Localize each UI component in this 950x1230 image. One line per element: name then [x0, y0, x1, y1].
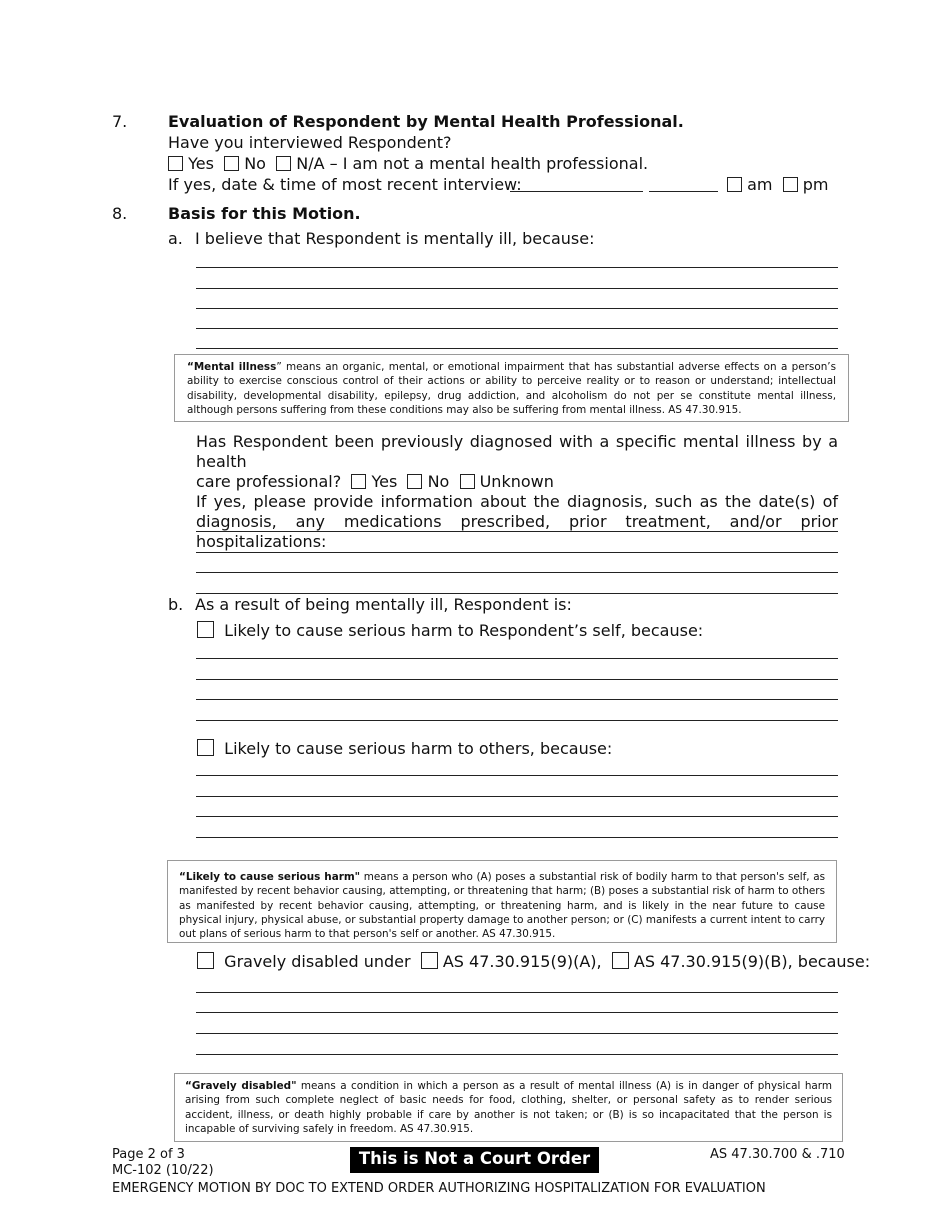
harm-others-line-2[interactable]: [196, 796, 838, 797]
gravely-line-1[interactable]: [196, 992, 838, 993]
pm-label: pm: [802, 175, 829, 194]
mental-illness-line-5[interactable]: [196, 348, 838, 349]
diagnosis-line-4[interactable]: [196, 593, 838, 594]
likely-harm-definition: [167, 860, 837, 943]
interview-options: [168, 154, 648, 174]
am-pm-options: [727, 175, 829, 195]
mental-illness-line-1[interactable]: [196, 267, 838, 268]
likely-harm-def-text: means a person who (A) poses a substantial risk of bodily harm to that person's self, as manifested by recent behavior causing, attempting, or threatening that harm; (B) poses a substantial risk of harm to others as manifested by recent behavior causing, attempting, or threatening harm, and is likely in the near future to cause physical injury, physical abuse, or substantial property damage to another person; or (C) manifests a current intent to carry out plans of serious harm to that person's self or another. AS 47.30.915.: [179, 871, 825, 941]
diagnosis-yes-checkbox[interactable]: [351, 474, 366, 489]
diagnosis-unknown-label: Unknown: [479, 472, 554, 491]
interview-no-checkbox[interactable]: [224, 156, 239, 171]
diagnosis-no-label: No: [427, 472, 450, 491]
interview-time-field[interactable]: [649, 191, 718, 192]
item-a-text: I believe that Respondent is mentally ill, because:: [195, 229, 595, 248]
gravely-disabled-label: Gravely disabled under: [224, 952, 411, 971]
section-7-number: 7.: [112, 112, 128, 131]
interview-na-checkbox[interactable]: [276, 156, 291, 171]
diagnosis-no-checkbox[interactable]: [407, 474, 422, 489]
diagnosis-question-line-1: Has Respondent been previously diagnosed with a specific mental illness by a health: [196, 432, 838, 471]
interview-no-label: No: [244, 154, 266, 173]
harm-others-line-1[interactable]: [196, 775, 838, 776]
mental-illness-def-text: ” means an organic, mental, or emotional impairment that has substantial adverse effects on a person’s ability to exercise conscious control of their actions or ability to perceive reality or to reason or understand; intellectual disability, developmental disability, epilepsy, drug addiction, and alcoholism do not per se constitute mental illness, although persons suffering from these conditions may also be suffering from mental illness. AS 47.30.915.: [187, 361, 836, 416]
harm-others-row: [197, 739, 612, 759]
form-title: EMERGENCY MOTION BY DOC TO EXTEND ORDER AUTHORIZING HOSPITALIZATION FOR EVALUATION: [112, 1181, 766, 1196]
form-id: MC-102 (10/22): [112, 1163, 214, 1178]
gravely-line-3[interactable]: [196, 1033, 838, 1034]
gravely-disabled-definition: [174, 1073, 843, 1142]
mental-illness-term: “Mental illness: [187, 361, 277, 373]
mental-illness-definition: [174, 354, 849, 422]
gravely-b-label: AS 47.30.915(9)(B), because:: [633, 952, 871, 971]
am-checkbox[interactable]: [727, 177, 742, 192]
harm-others-label: Likely to cause serious harm to others, because:: [224, 739, 613, 758]
diagnosis-info-line-2: diagnosis, any medications prescribed, prior treatment, and/or prior hospitalizations:: [196, 512, 838, 551]
diagnosis-line-1[interactable]: [196, 531, 838, 532]
interview-question: Have you interviewed Respondent?: [168, 133, 452, 152]
harm-self-line-1[interactable]: [196, 658, 838, 659]
gravely-line-2[interactable]: [196, 1012, 838, 1013]
item-b-text: As a result of being mentally ill, Respondent is:: [195, 595, 572, 614]
harm-self-label: Likely to cause serious harm to Respondent’s self, because:: [224, 621, 704, 640]
harm-others-checkbox[interactable]: [197, 739, 214, 756]
diagnosis-question-line-2: care professional?: [196, 472, 342, 491]
gravely-b-checkbox[interactable]: [612, 952, 629, 969]
harm-self-row: [197, 621, 703, 641]
mental-illness-line-2[interactable]: [196, 288, 838, 289]
section-7-title: Evaluation of Respondent by Mental Health Professional.: [168, 112, 684, 131]
interview-date-field[interactable]: [510, 191, 643, 192]
harm-self-line-2[interactable]: [196, 679, 838, 680]
mental-illness-line-4[interactable]: [196, 328, 838, 329]
gravely-a-checkbox[interactable]: [421, 952, 438, 969]
harm-self-line-3[interactable]: [196, 699, 838, 700]
interview-na-label: N/A – I am not a mental health professional.: [296, 154, 649, 173]
gravely-term: “Gravely disabled": [185, 1080, 297, 1092]
gravely-disabled-checkbox[interactable]: [197, 952, 214, 969]
not-court-order-banner: This is Not a Court Order: [350, 1147, 599, 1173]
diagnosis-question: [196, 432, 838, 552]
gravely-def-text: means a condition in which a person as a result of mental illness (A) is in danger of physical harm arising from such complete neglect of basic needs for food, clothing, shelter, or personal safety as to render serious accident, illness, or death highly probable if care by another is not taken; or (B) is so incapacitated that the person is incapable of surviving safely in freedom. AS 47.30.915.: [185, 1080, 832, 1135]
interview-yes-checkbox[interactable]: [168, 156, 183, 171]
diagnosis-options: [196, 472, 838, 492]
gravely-line-4[interactable]: [196, 1054, 838, 1055]
interview-yes-label: Yes: [188, 154, 214, 173]
mental-illness-line-3[interactable]: [196, 308, 838, 309]
harm-self-line-4[interactable]: [196, 720, 838, 721]
section-8-title: Basis for this Motion.: [168, 204, 361, 223]
diagnosis-yes-label: Yes: [371, 472, 398, 491]
interview-date-label: If yes, date & time of most recent interview:: [168, 175, 522, 194]
likely-harm-term: “Likely to cause serious harm": [179, 871, 361, 883]
pm-checkbox[interactable]: [783, 177, 798, 192]
diagnosis-unknown-checkbox[interactable]: [460, 474, 475, 489]
diagnosis-line-3[interactable]: [196, 572, 838, 573]
gravely-a-label: AS 47.30.915(9)(A),: [442, 952, 602, 971]
harm-self-checkbox[interactable]: [197, 621, 214, 638]
diagnosis-line-2[interactable]: [196, 552, 838, 553]
item-a-letter: a.: [168, 229, 183, 248]
statute-reference: AS 47.30.700 & .710: [710, 1147, 845, 1162]
harm-others-line-4[interactable]: [196, 837, 838, 838]
diagnosis-info-line-1: If yes, please provide information about the diagnosis, such as the date(s) of: [196, 492, 838, 511]
item-b-letter: b.: [168, 595, 184, 614]
am-label: am: [747, 175, 773, 194]
harm-others-line-3[interactable]: [196, 816, 838, 817]
section-8-number: 8.: [112, 204, 128, 223]
page-number: Page 2 of 3: [112, 1147, 185, 1162]
gravely-disabled-row: [197, 952, 870, 972]
